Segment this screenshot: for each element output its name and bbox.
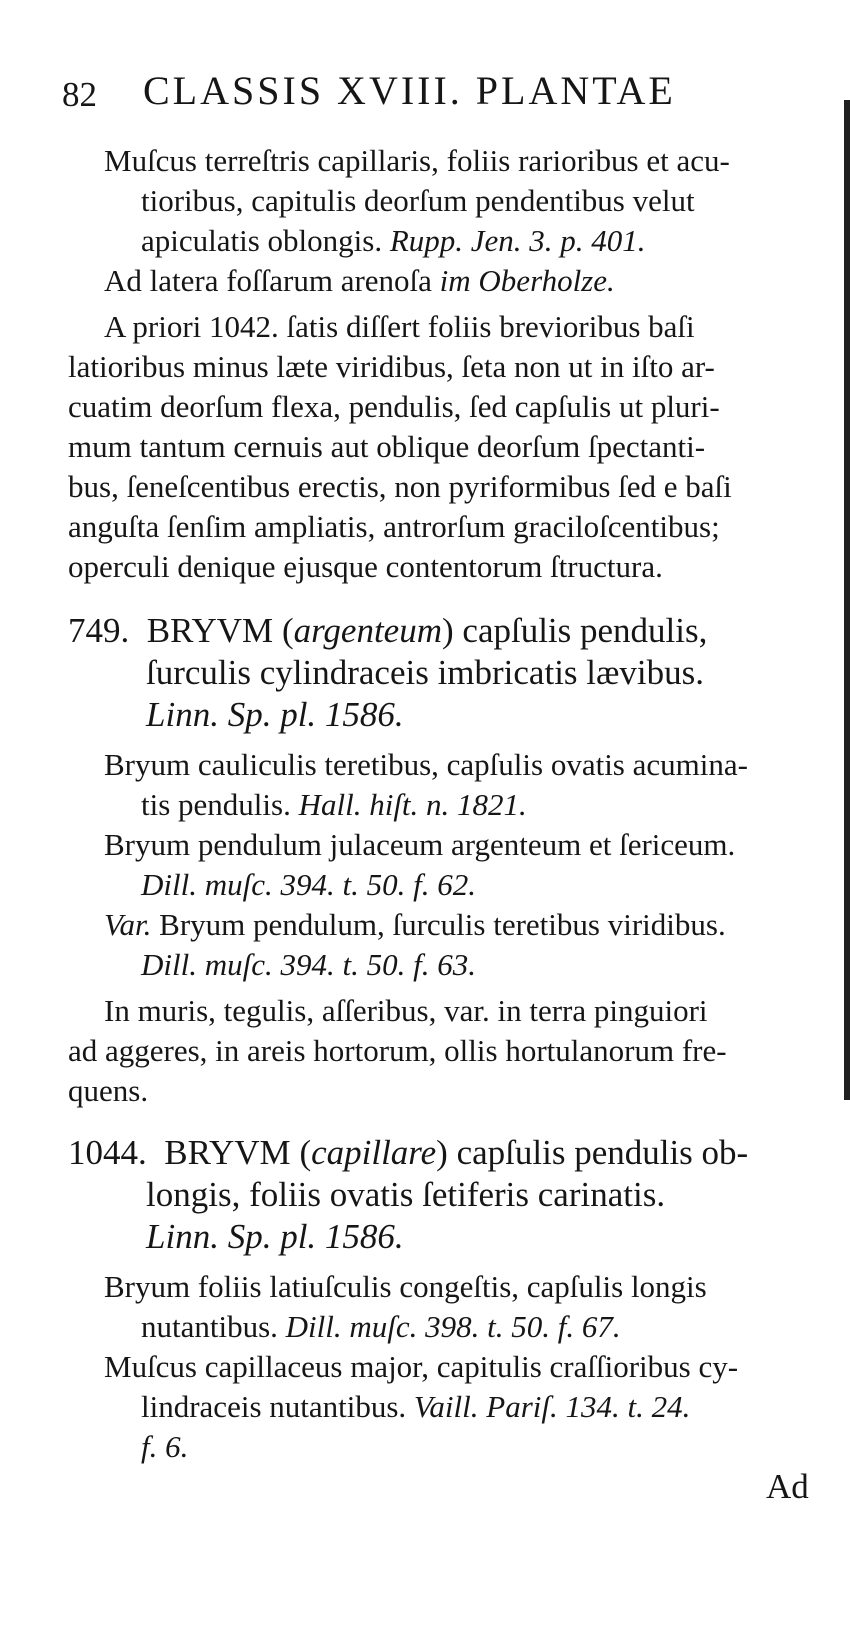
synonym-ref: Dill. muſc. 398. t. 50. f. 67. [285,1309,621,1344]
reference-text: Linn. Sp. pl. 1586. [146,695,404,734]
running-head: CLASSIS XVIII. PLANTAE [143,68,676,113]
note-line: A priori 1042. ſatis diſſert foliis brevioribus baſi [104,309,695,344]
synonym-line [141,1388,690,1426]
synonym-line [141,1308,621,1346]
entry-749-linnaeus-ref [146,694,404,736]
entry-749-heading: 749. BRYVM (argenteum) capſulis pendulis, [68,611,708,650]
catchword: Ad [766,1467,809,1506]
synonym-ref: Hall. hiſt. n. 1821. [298,787,527,822]
synonym-ref: Vaill. Pariſ. 134. t. 24. [413,1389,691,1424]
intro-habitat-place: im Oberholze. [439,263,615,298]
note-line: mum tantum cernuis aut oblique deorſum ſpectanti- [68,429,706,464]
synonym-line: Bryum cauliculis teretibus, capſulis ovatis acumina- [104,747,748,782]
intro-habitat-text: Ad latera foſſarum arenoſa [104,263,432,298]
intro-synonym-text: apiculatis oblongis. [141,223,383,258]
note-line: anguſta ſenſim ampliatis, antrorſum graciloſcentibus; [68,509,720,544]
intro-synonym-line [141,222,646,260]
genus-name: BRYVM [164,1133,291,1172]
synonym-ref: f. 6. [141,1429,189,1464]
variety-ref: Dill. muſc. 394. t. 50. f. 63. [141,947,476,982]
synonym-line: Muſcus capillaceus major, capitulis craſſioribus cy- [104,1349,739,1384]
species-name: argenteum [293,611,442,650]
intro-habitat [104,262,615,300]
variety-ref-line [141,946,476,984]
variety-label: Var. [104,907,152,942]
variety-line [104,906,726,944]
intro-synonym-ref: Rupp. Jen. 3. p. 401. [389,223,646,258]
entry-1044-diagnosis: longis, foliis ovatis ſetiferis carinatis. [146,1175,666,1214]
entry-1044-linnaeus-ref [146,1216,404,1258]
synonym-line: Bryum foliis latiuſculis congeſtis, capſulis longis [104,1269,707,1304]
note-line: cuatim deorſum flexa, pendulis, ſed capſulis ut pluri- [68,389,720,424]
entry-number: 749. [68,611,130,650]
page-edge-shadow [844,100,850,1100]
synonym-line: Bryum pendulum julaceum argenteum et ſericeum. [104,827,736,862]
synonym-text: lindraceis nutantibus. [141,1389,407,1424]
genus-name: BRYVM [146,611,274,650]
synonym-text: nutantibus. [141,1309,278,1344]
synonym-ref-line [141,1428,188,1466]
entry-number: 1044. [68,1133,147,1172]
habitat-line: In muris, tegulis, aſſeribus, var. in terra pinguiori [104,993,708,1028]
synonym-ref-line [141,866,476,904]
synonym-text: tis pendulis. [141,787,291,822]
synonym-line [141,786,527,824]
intro-synonym-line: tioribus, capitulis deorſum pendentibus velut [141,183,695,218]
habitat-line: quens. [68,1073,149,1108]
synonym-ref: Dill. muſc. 394. t. 50. f. 62. [141,867,476,902]
diagnosis: capſulis pendulis, [462,611,708,650]
reference-text: Linn. Sp. pl. 1586. [146,1217,404,1256]
note-line: bus, ſeneſcentibus erectis, non pyriformibus ſed e baſi [68,469,732,504]
note-line: operculi denique ejusque contentorum ſtructura. [68,549,663,584]
diagnosis: capſulis pendulis ob- [456,1133,749,1172]
habitat-line: ad aggeres, in areis hortorum, ollis hortulanorum fre- [68,1033,727,1068]
species-name: capillare [311,1133,437,1172]
entry-749-diagnosis: ſurculis cylindraceis imbricatis lævibus. [146,653,704,692]
entry-1044-heading: 1044. BRYVM (capillare) capſulis pendulis ob- [68,1133,749,1172]
variety-text: Bryum pendulum, ſurculis teretibus viridibus. [159,907,726,942]
note-line: latioribus minus læte viridibus, ſeta non ut in iſto ar- [68,349,715,384]
page-number: 82 [62,75,97,114]
intro-synonym-line: Muſcus terreſtris capillaris, foliis rarioribus et acu- [104,143,730,178]
